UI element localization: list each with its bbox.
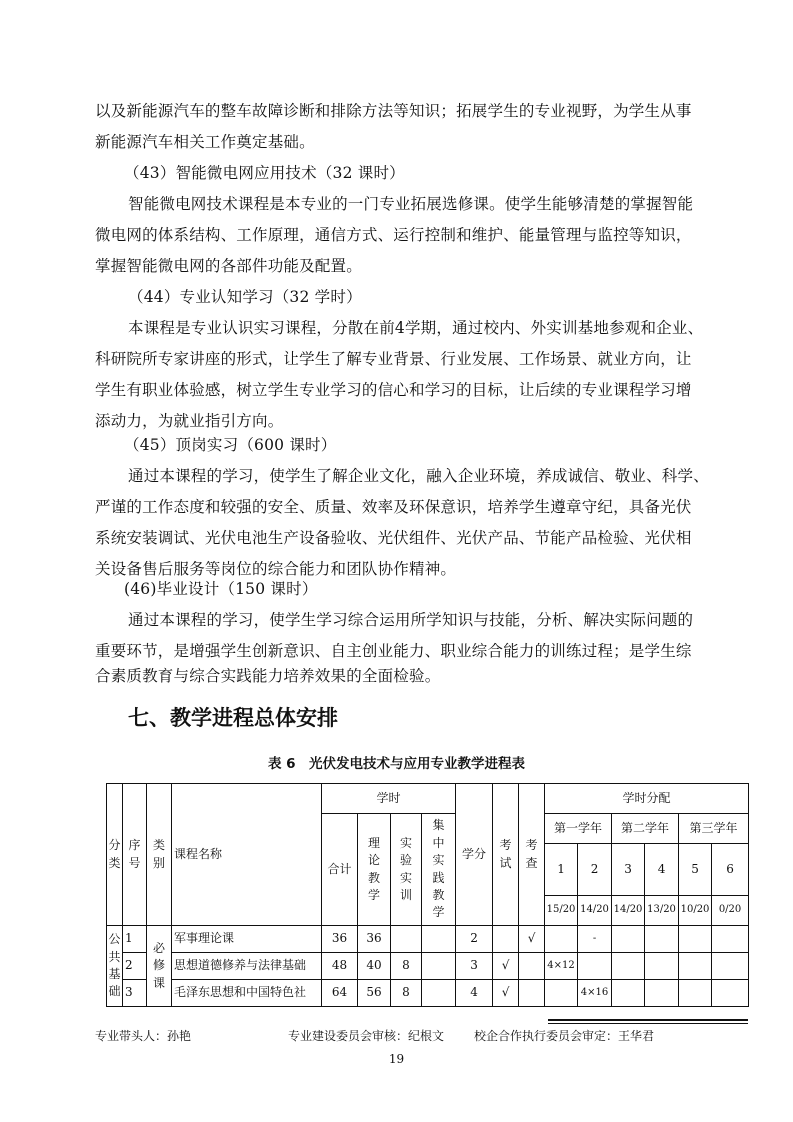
cell-term-2: - — [578, 926, 612, 953]
footer-leader: 专业带头人：孙艳 — [95, 1029, 192, 1043]
cell-check — [519, 980, 545, 1007]
table-row — [107, 953, 749, 980]
footer-school: 校企合作执行委员会审定：王华君 — [474, 1029, 655, 1043]
cell-lab — [391, 926, 422, 953]
cell-term-5 — [679, 980, 712, 1007]
table-caption: 表 6 光伏发电技术与应用专业教学进程表 — [267, 756, 526, 772]
paragraph-line: 智能微电网技术课程是本专业的一门专业拓展选修课。使学生能够清楚的掌握智能 — [128, 195, 694, 213]
paragraph-line: 严谨的工作态度和较强的安全、质量、效率及环保意识，培养学生遵章守纪，具备光伏 — [95, 498, 692, 516]
paragraph-line: 学生有职业体验感，树立学生专业学习的信心和学习的目标，让后续的专业课程学习增 — [95, 381, 692, 399]
cell-check — [519, 953, 545, 980]
cell-term-2 — [578, 953, 612, 980]
cell-term-6 — [712, 980, 749, 1007]
table-row — [107, 926, 749, 953]
cell-term-1 — [545, 926, 578, 953]
paragraph-line: 科研院所专家讲座的形式，让学生了解专业背景、行业发展、工作场景、就业方向，让 — [95, 350, 692, 368]
cell-total: 48 — [322, 953, 358, 980]
cell-credit: 3 — [456, 953, 493, 980]
header-category: 分 类 — [107, 784, 123, 926]
subsection-heading: （45）顶岗实习（600 课时） — [124, 436, 337, 454]
cell-term-3 — [612, 953, 645, 980]
cell-practice — [422, 926, 456, 953]
paragraph-line: 掌握智能微电网的各部件功能及配置。 — [95, 257, 362, 275]
cell-term-5 — [679, 926, 712, 953]
header-lab: 实 验 实 训 — [391, 814, 422, 926]
header-term: 6 — [712, 844, 749, 896]
cell-credit: 2 — [456, 926, 493, 953]
cell-term-1: 4×12 — [545, 953, 578, 980]
cell-term-3 — [612, 980, 645, 1007]
footer-committee: 专业建设委员会审核：纪根文 — [288, 1029, 445, 1043]
header-hours: 学时 — [322, 784, 456, 814]
paragraph-line: 通过本课程的学习，使学生学习综合运用所学知识与技能，分析、解决实际问题的 — [128, 611, 694, 629]
header-practice: 集 中 实 践 教 学 — [422, 814, 456, 926]
section-heading: 七、教学进程总体安排 — [128, 706, 338, 730]
header-theory: 理 论 教 学 — [358, 814, 391, 926]
header-weeks: 14/20 — [578, 896, 612, 926]
header-term: 5 — [679, 844, 712, 896]
paragraph-line: 以及新能源汽车的整车故障诊断和排除方法等知识；拓展学生的专业视野，为学生从事 — [95, 102, 692, 120]
header-weeks: 0/20 — [712, 896, 749, 926]
header-term: 2 — [578, 844, 612, 896]
subsection-heading: （43）智能微电网应用技术（32 课时） — [124, 164, 405, 182]
cell-exam — [493, 926, 519, 953]
header-course-name: 课程名称 — [172, 784, 322, 926]
header-check: 考 查 — [519, 784, 545, 926]
paragraph-line: 添动力，为就业指引方向。 — [95, 412, 284, 430]
cell-seq: 3 — [123, 980, 147, 1007]
cell-theory: 56 — [358, 980, 391, 1007]
paragraph-line: 微电网的体系结构、工作原理，通信方式、运行控制和维护、能量管理与监控等知识， — [95, 226, 692, 244]
header-seq: 序 号 — [123, 784, 147, 926]
cell-term-6 — [712, 953, 749, 980]
subsection-heading: （44）专业认知学习（32 学时） — [128, 288, 362, 306]
header-weeks: 10/20 — [679, 896, 712, 926]
teaching-progress-table — [106, 783, 749, 1007]
cell-term-5 — [679, 953, 712, 980]
header-weeks: 14/20 — [612, 896, 645, 926]
cell-practice — [422, 953, 456, 980]
header-type: 类 别 — [147, 784, 172, 926]
paragraph-line: 本课程是专业认识实习课程，分散在前4学期，通过校内、外实训基地参观和企业、 — [128, 319, 704, 337]
table-bottom-rule — [548, 1019, 748, 1021]
table-bottom-rule — [548, 1023, 748, 1024]
cell-total: 36 — [322, 926, 358, 953]
paragraph-line: 重要环节，是增强学生创新意识、自主创业能力、职业综合能力的训练过程；是学生综 — [95, 642, 692, 660]
cell-term-3 — [612, 926, 645, 953]
header-total: 合计 — [322, 814, 358, 926]
header-weeks: 13/20 — [645, 896, 679, 926]
cell-seq: 1 — [123, 926, 147, 953]
paragraph-line: 系统安装调试、光伏电池生产设备验收、光伏组件、光伏产品、节能产品检验、光伏相 — [95, 529, 692, 547]
page-number: 19 — [388, 1052, 405, 1066]
cell-theory: 40 — [358, 953, 391, 980]
cell-lab: 8 — [391, 980, 422, 1007]
header-year-1: 第一学年 — [545, 814, 612, 844]
cell-seq: 2 — [123, 953, 147, 980]
paragraph-line: 新能源汽车相关工作奠定基础。 — [95, 133, 315, 151]
cell-term-4 — [645, 953, 679, 980]
row-type: 必 修 课 — [147, 926, 172, 1007]
header-exam: 考 试 — [493, 784, 519, 926]
cell-theory: 36 — [358, 926, 391, 953]
header-weeks: 15/20 — [545, 896, 578, 926]
cell-credit: 4 — [456, 980, 493, 1007]
cell-term-1 — [545, 980, 578, 1007]
header-hour-distribution: 学时分配 — [545, 784, 749, 814]
cell-lab: 8 — [391, 953, 422, 980]
cell-term-4 — [645, 926, 679, 953]
cell-practice — [422, 980, 456, 1007]
header-term: 4 — [645, 844, 679, 896]
cell-term-2: 4×16 — [578, 980, 612, 1007]
cell-check: √ — [519, 926, 545, 953]
header-term: 1 — [545, 844, 578, 896]
cell-course-name: 军事理论课 — [172, 926, 322, 953]
header-credit: 学分 — [456, 784, 493, 926]
cell-total: 64 — [322, 980, 358, 1007]
cell-term-4 — [645, 980, 679, 1007]
table-row — [107, 980, 749, 1007]
paragraph-line: 合素质教育与综合实践能力培养效果的全面检验。 — [95, 667, 441, 685]
row-category: 公 共 基 础 — [107, 926, 123, 1007]
header-year-3: 第三学年 — [679, 814, 749, 844]
cell-exam: √ — [493, 953, 519, 980]
cell-term-6 — [712, 926, 749, 953]
cell-exam: √ — [493, 980, 519, 1007]
header-term: 3 — [612, 844, 645, 896]
paragraph-line: 通过本课程的学习，使学生了解企业文化，融入企业环境，养成诚信、敬业、科学、 — [128, 467, 709, 485]
cell-course-name: 思想道德修养与法律基础 — [172, 953, 322, 980]
cell-course-name: 毛泽东思想和中国特色社 — [172, 980, 322, 1007]
header-year-2: 第二学年 — [612, 814, 679, 844]
paragraph-line: 关设备售后服务等岗位的综合能力和团队协作精神。 — [95, 560, 457, 578]
subsection-heading: (46)毕业设计（150 课时） — [124, 580, 318, 598]
